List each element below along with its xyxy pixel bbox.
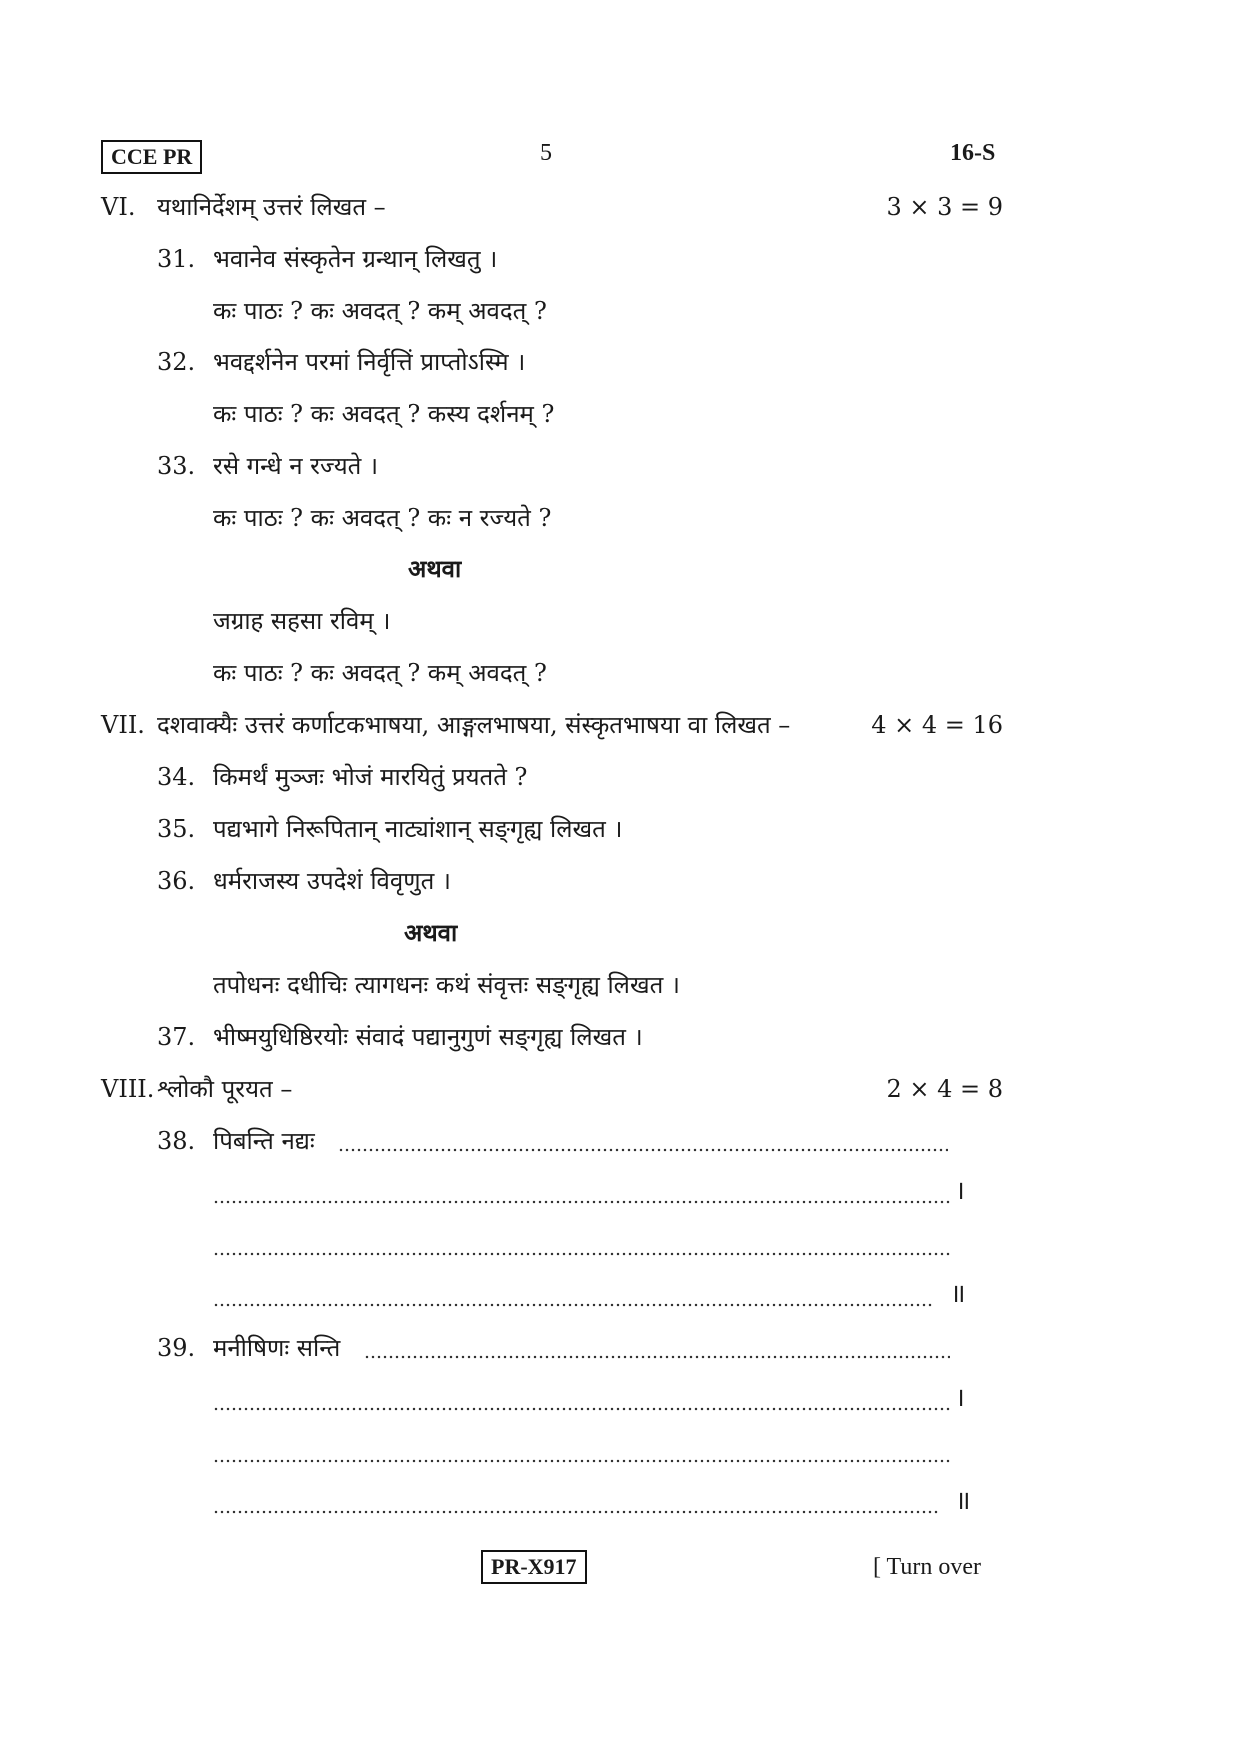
paper-series-box: CCE PR — [101, 140, 202, 174]
section-6-numeral: VI. — [101, 193, 136, 221]
question-number: 37. — [157, 1023, 196, 1051]
question-subparts: कः पाठः ? कः अवदत् ? कः न रज्यते ? — [213, 504, 552, 532]
verse-start: पिबन्ति नद्यः — [213, 1127, 315, 1155]
question-number: 34. — [157, 763, 196, 791]
question-number: 39. — [157, 1334, 196, 1362]
section-6-instruction: यथानिर्देशम् उत्तरं लिखत – — [157, 193, 386, 221]
double-danda-mark: ॥ — [950, 1279, 966, 1309]
question-text: भवद्दर्शनेन परमां निर्वृत्तिं प्राप्तोऽस्मि । — [213, 348, 526, 376]
question-text: जग्राह सहसा रविम् । — [213, 607, 391, 635]
answer-line — [213, 1407, 950, 1411]
section-8-marks: 2 × 4 = 8 — [886, 1075, 1003, 1103]
answer-line — [213, 1303, 933, 1307]
answer-line — [213, 1459, 950, 1463]
answer-line — [213, 1510, 938, 1514]
paper-code: 16-S — [950, 140, 996, 166]
section-8-instruction: श्लोकौ पूरयत – — [157, 1075, 293, 1103]
question-text: धर्मराजस्य उपदेशं विवृणुत । — [213, 867, 451, 895]
question-number: 38. — [157, 1127, 196, 1155]
answer-line — [338, 1148, 948, 1152]
section-7-instruction: दशवाक्यैः उत्तरं कर्णाटकभाषया, आङ्गलभाषया, संस्कृतभाषया वा लिखत – — [157, 711, 791, 739]
question-text: रसे गन्धे न रज्यते । — [213, 452, 379, 480]
question-subparts: कः पाठः ? कः अवदत् ? कम् अवदत् ? — [213, 659, 547, 687]
question-paper-code-box: PR-X917 — [481, 1550, 587, 1584]
question-number: 35. — [157, 815, 196, 843]
section-6-marks: 3 × 3 = 9 — [886, 193, 1003, 221]
question-text: भवानेव संस्कृतेन ग्रन्थान् लिखतु । — [213, 245, 498, 273]
or-label: अथवा — [404, 918, 458, 947]
question-number: 33. — [157, 452, 196, 480]
question-text: किमर्थं मुञ्जः भोजं मारयितुं प्रयतते ? — [213, 763, 528, 791]
section-8-numeral: VIII. — [101, 1075, 155, 1103]
question-number: 32. — [157, 348, 196, 376]
page-number: 5 — [540, 140, 552, 166]
turn-over-note: [ Turn over — [873, 1554, 982, 1580]
or-label: अथवा — [408, 554, 462, 583]
question-number: 36. — [157, 867, 196, 895]
verse-start: मनीषिणः सन्ति — [213, 1334, 341, 1362]
answer-line — [364, 1355, 950, 1359]
question-number: 31. — [157, 245, 196, 273]
answer-line — [213, 1200, 950, 1204]
danda-mark: । — [955, 1176, 965, 1206]
answer-line — [213, 1252, 950, 1256]
danda-mark: । — [955, 1383, 965, 1413]
question-subparts: कः पाठः ? कः अवदत् ? कस्य दर्शनम् ? — [213, 400, 555, 428]
section-7-marks: 4 × 4 = 16 — [871, 711, 1003, 739]
question-text: भीष्मयुधिष्ठिरयोः संवादं पद्यानुगुणं सङ्गृह्य लिखत । — [213, 1023, 643, 1051]
section-7-numeral: VII. — [101, 711, 145, 739]
question-subparts: कः पाठः ? कः अवदत् ? कम् अवदत् ? — [213, 297, 547, 325]
question-text: पद्यभागे निरूपितान् नाट्यांशान् सङ्गृह्य लिखत । — [213, 815, 623, 843]
double-danda-mark: ॥ — [955, 1486, 971, 1516]
question-text: तपोधनः दधीचिः त्यागधनः कथं संवृत्तः सङ्गृह्य लिखत । — [213, 971, 680, 999]
